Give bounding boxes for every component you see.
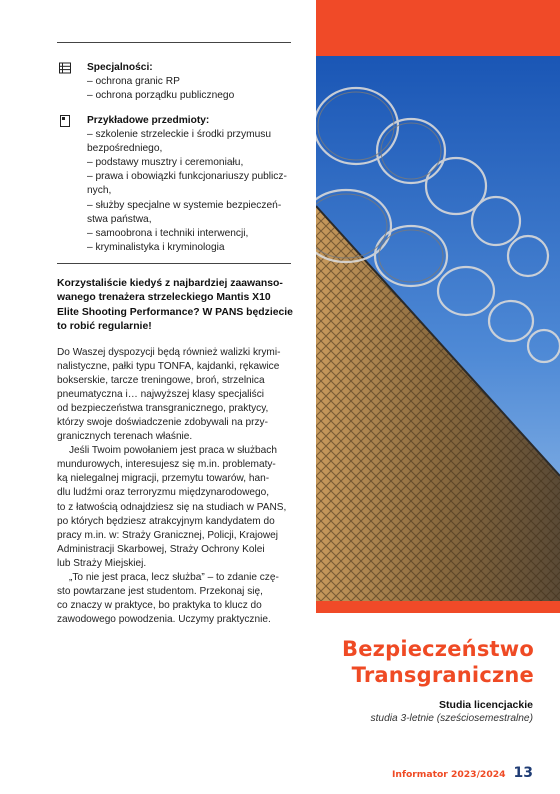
- accent-bar-bottom: [316, 601, 560, 613]
- study-level: Studia licencjackie: [439, 699, 533, 711]
- body-line: Jeśli Twoim powołaniem jest praca w służbach: [69, 445, 277, 457]
- list-icon: [59, 62, 71, 74]
- subject-line: bezpośredniego,: [87, 143, 163, 155]
- course-title-line: Bezpieczeństwo: [342, 637, 534, 661]
- body-paragraph-2: [57, 444, 293, 570]
- publication-name: Informator 2023/2024: [392, 769, 506, 780]
- intro-line: to robić regularnie!: [57, 320, 152, 332]
- body-line: lub Straży Miejskiej.: [57, 557, 147, 569]
- body-line: pracy m.in. w: Straży Granicznej, Policji, Krajowej: [57, 529, 279, 541]
- body-line: to z łatwością odnajdziesz się na studiach w PANS,: [57, 501, 287, 513]
- course-title-line: Transgraniczne: [351, 663, 534, 687]
- body-line: „To nie jest praca, lecz służba” – to zdanie czę-: [69, 571, 279, 583]
- course-title: [342, 636, 534, 688]
- specialization-item: – ochrona porządku publicznego: [87, 90, 235, 102]
- body-line: Administracji Skarbowej, Straży Ochrony Kolei: [57, 543, 265, 555]
- page-number: 13: [513, 765, 533, 781]
- intro-line: Elite Shooting Performance? W PANS będziecie: [57, 306, 293, 318]
- page-footer: [392, 765, 533, 781]
- body-line: sto powtarzane jest studentom. Przekonaj się,: [57, 585, 263, 597]
- subjects-section: [57, 114, 293, 255]
- body-line: nalistyczne, pałki typu TONFA, kajdanki, rękawice: [57, 361, 280, 373]
- subject-line: – prawa i obowiązki funkcjonariuszy publicz-: [87, 171, 287, 183]
- body-line: granicznych terenach właśnie.: [57, 431, 193, 443]
- intro-line: wanego trenażera strzeleckiego Mantis X10: [57, 292, 271, 304]
- body-line: od bezpieczeństwa transgranicznego, praktycy,: [57, 403, 269, 415]
- body-line: ką nielegalnej migracji, przemytu towarów, han-: [57, 473, 270, 485]
- subject-line: – służby specjalne w systemie bezpieczeń-: [87, 199, 282, 211]
- specializations-heading: Specjalności:: [87, 62, 153, 73]
- body-line: bokserskie, tarcze treningowe, broń, strzelnica: [57, 375, 265, 387]
- body-line: którzy swoje doświadczenie zdobywali na przy-: [57, 417, 268, 429]
- accent-bar-top: [316, 0, 560, 56]
- body-line: pneumatyczna i… najwyższej klasy specjaliści: [57, 389, 265, 401]
- body-line: dlu ludźmi oraz terroryzmu międzynarodowego,: [57, 487, 270, 499]
- body-paragraph-3: [57, 571, 293, 627]
- study-mode: studia 3-letnie (sześciosemestralne): [370, 713, 533, 724]
- subject-line: nych,: [87, 185, 112, 197]
- document-icon: [59, 115, 71, 127]
- specialization-item: – ochrona granic RP: [87, 76, 180, 88]
- intro-paragraph: [57, 277, 293, 334]
- subjects-heading: Przykładowe przedmioty:: [87, 115, 210, 126]
- subject-line: – szkolenie strzeleckie i środki przymusu: [87, 129, 272, 141]
- specializations-section: [57, 61, 293, 103]
- subject-line: – podstawy musztry i ceremoniału,: [87, 157, 244, 169]
- body-line: mundurowych, interesujesz się m.in. problematy-: [57, 459, 276, 471]
- body-text: [57, 346, 293, 627]
- middle-rule: [57, 263, 291, 264]
- body-paragraph-1: [57, 346, 293, 444]
- barbed-wire-fence-photo: [316, 56, 560, 601]
- body-line: co znaczy w praktyce, bo praktyka to klucz do: [57, 599, 262, 611]
- top-rule: [57, 42, 291, 43]
- intro-line: Korzystaliście kiedyś z najbardziej zaawanso-: [57, 278, 283, 289]
- subject-line: stwa państwa,: [87, 213, 152, 225]
- body-line: zawodowego powodzenia. Uczymy praktycznie.: [57, 613, 271, 625]
- body-line: po których będziesz atrakcyjnym kandydatem do: [57, 515, 275, 527]
- subject-line: – samoobrona i techniki interwencji,: [87, 227, 249, 239]
- body-line: Do Waszej dyspozycji będą również walizki krymi-: [57, 347, 281, 358]
- subject-line: – kryminalistyka i kryminologia: [87, 241, 225, 253]
